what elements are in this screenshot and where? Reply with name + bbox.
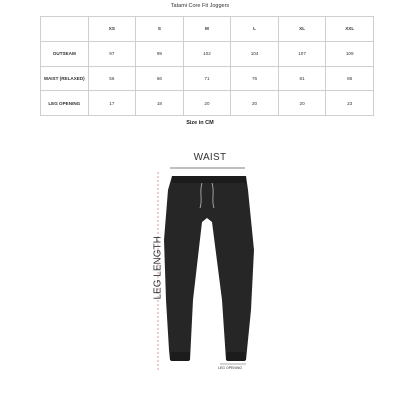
page-title: Tatami Core Fit Joggers [170,3,230,9]
table-cell: 20 [183,91,231,116]
size-unit-caption: Size in CM [186,120,214,126]
table-header-cell: S [136,17,184,42]
table-header-cell: XL [278,17,326,42]
table-cell: 86 [326,66,374,91]
table-cell: 102 [183,41,231,66]
table-cell: 17 [88,91,136,116]
table-header-cell: XXL [326,17,374,42]
table-cell: 56 [88,66,136,91]
table-cell: 76 [231,66,279,91]
table-cell: 97 [88,41,136,66]
table-cell: 109 [326,41,374,66]
left-cuff [170,352,190,361]
row-label: OUTSEAM [41,41,89,66]
waist-label: WAIST [193,152,227,163]
table-header-cell: XS [88,17,136,42]
table-cell: 107 [278,41,326,66]
jogger-pants-shape [164,176,254,360]
table-cell: 99 [136,41,184,66]
table-header-cell: M [183,17,231,42]
table-cell: 20 [231,91,279,116]
table-cell: 18 [136,91,184,116]
table-cell: 20 [278,91,326,116]
right-cuff [226,352,246,361]
row-label: WAIST (RELAXED) [41,66,89,91]
table-cell: 66 [136,66,184,91]
table-cell: 23 [326,91,374,116]
row-label: LEG OPENING [41,91,89,116]
table-cell: 71 [183,66,231,91]
leg-opening-label: LEG OPENING [218,366,243,370]
table-header-cell: L [231,17,279,42]
waistband [172,176,246,183]
table-cell: 104 [231,41,279,66]
table-cell: 81 [278,66,326,91]
leg-length-label: LEG LENGTH [152,236,164,300]
